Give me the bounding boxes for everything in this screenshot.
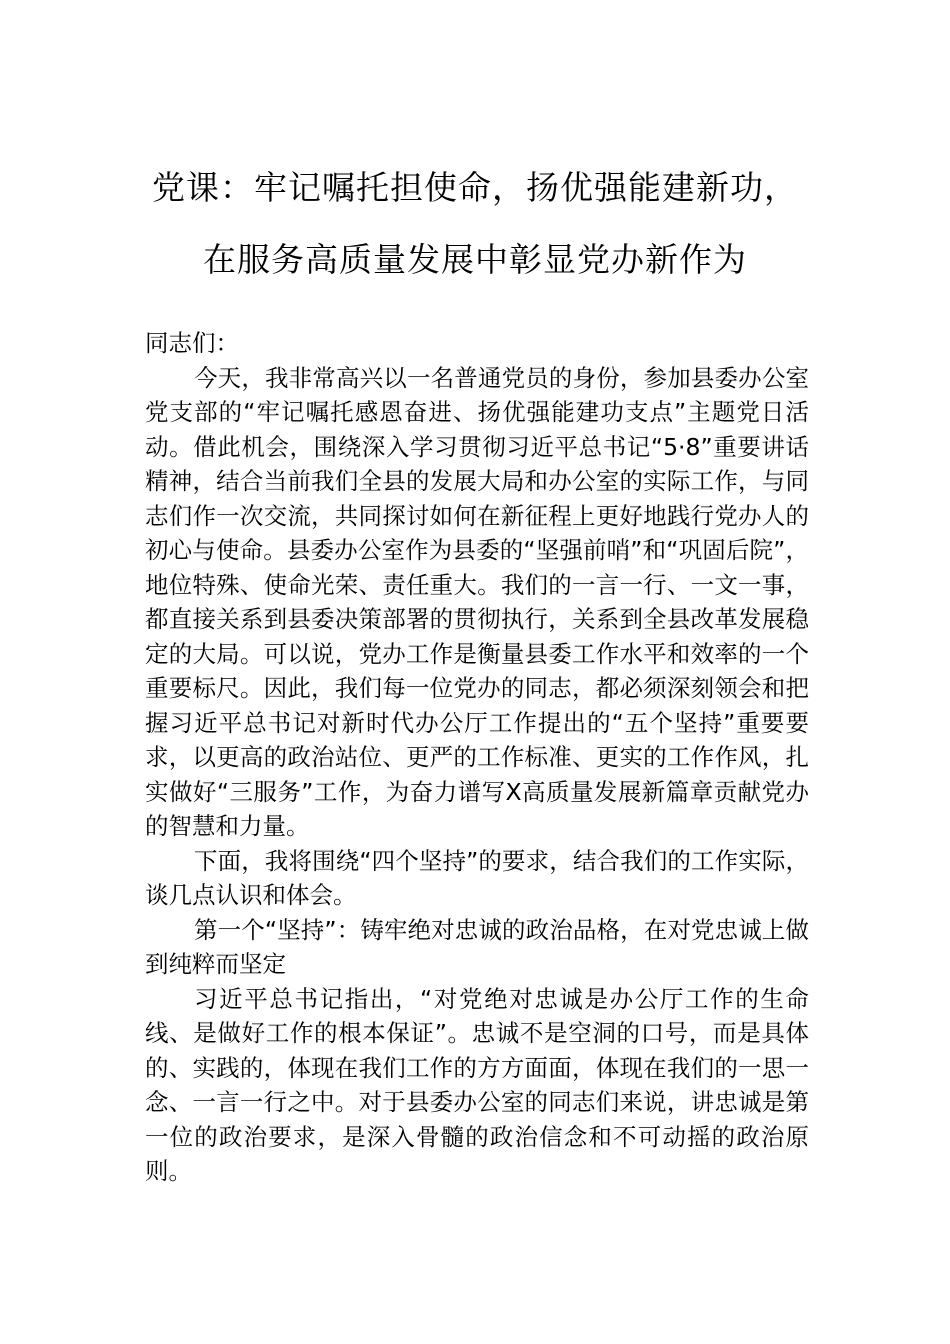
section-paragraph: 习近平总书记指出，“对党绝对忠诚是办公厅工作的生命线、是做好工作的根本保证”。忠诚不是空洞的口号，而是具体的、实践的，体现在我们工作的方方面面，体现在我们的一思一念、一言一行之中。对于县委办公室的同志们来说，讲忠诚是第一位的政治要求，是深入骨髓的政治信念和不可动摇的政治原则。 [145,984,809,1185]
paragraph-outline: 下面，我将围绕“四个坚持”的要求，结合我们的工作实际，谈几点认识和体会。 [145,846,809,909]
paragraph-intro: 今天，我非常高兴以一名普通党员的身份，参加县委办公室党支部的“牢记嘱托感恩奋进、扬优强能建功支点”主题党日活动。借此机会，围绕深入学习贯彻习近平总书记“5·8”重要讲话精神，结合当前我们全县的发展大局和办公室的实际工作，与同志们作一次交流，共同探讨如何在新征程上更好地践行党办人的初心与使命。县委办公室作为县委的“坚强前哨”和“巩固后院”，地位特殊、使命光荣、责任重大。我们的一言一行、一文一事，都直接关系到县委决策部署的贯彻执行，关系到全县改革发展稳定的大局。可以说，党办工作是衡量县委工作水平和效率的一个重要标尺。因此，我们每一位党办的同志，都必须深刻领会和把握习近平总书记对新时代办公厅工作提出的“五个坚持”重要要求，以更高的政治站位、更严的工作标准、更实的工作作风，扎实做好“三服务”工作，为奋力谱写X高质量发展新篇章贡献党办的智慧和力量。 [145,363,809,840]
document-title-line-2: 在服务高质量发展中彰显党办新作为 [203,240,747,279]
document-title-line-1: 党课：牢记嘱托担使命，扬优强能建新功， [152,168,798,207]
section-heading: 第一个“坚持”：铸牢绝对忠诚的政治品格，在对党忠诚上做到纯粹而坚定 [145,915,809,978]
document-body [145,326,809,1189]
salutation: 同志们： [145,329,239,357]
